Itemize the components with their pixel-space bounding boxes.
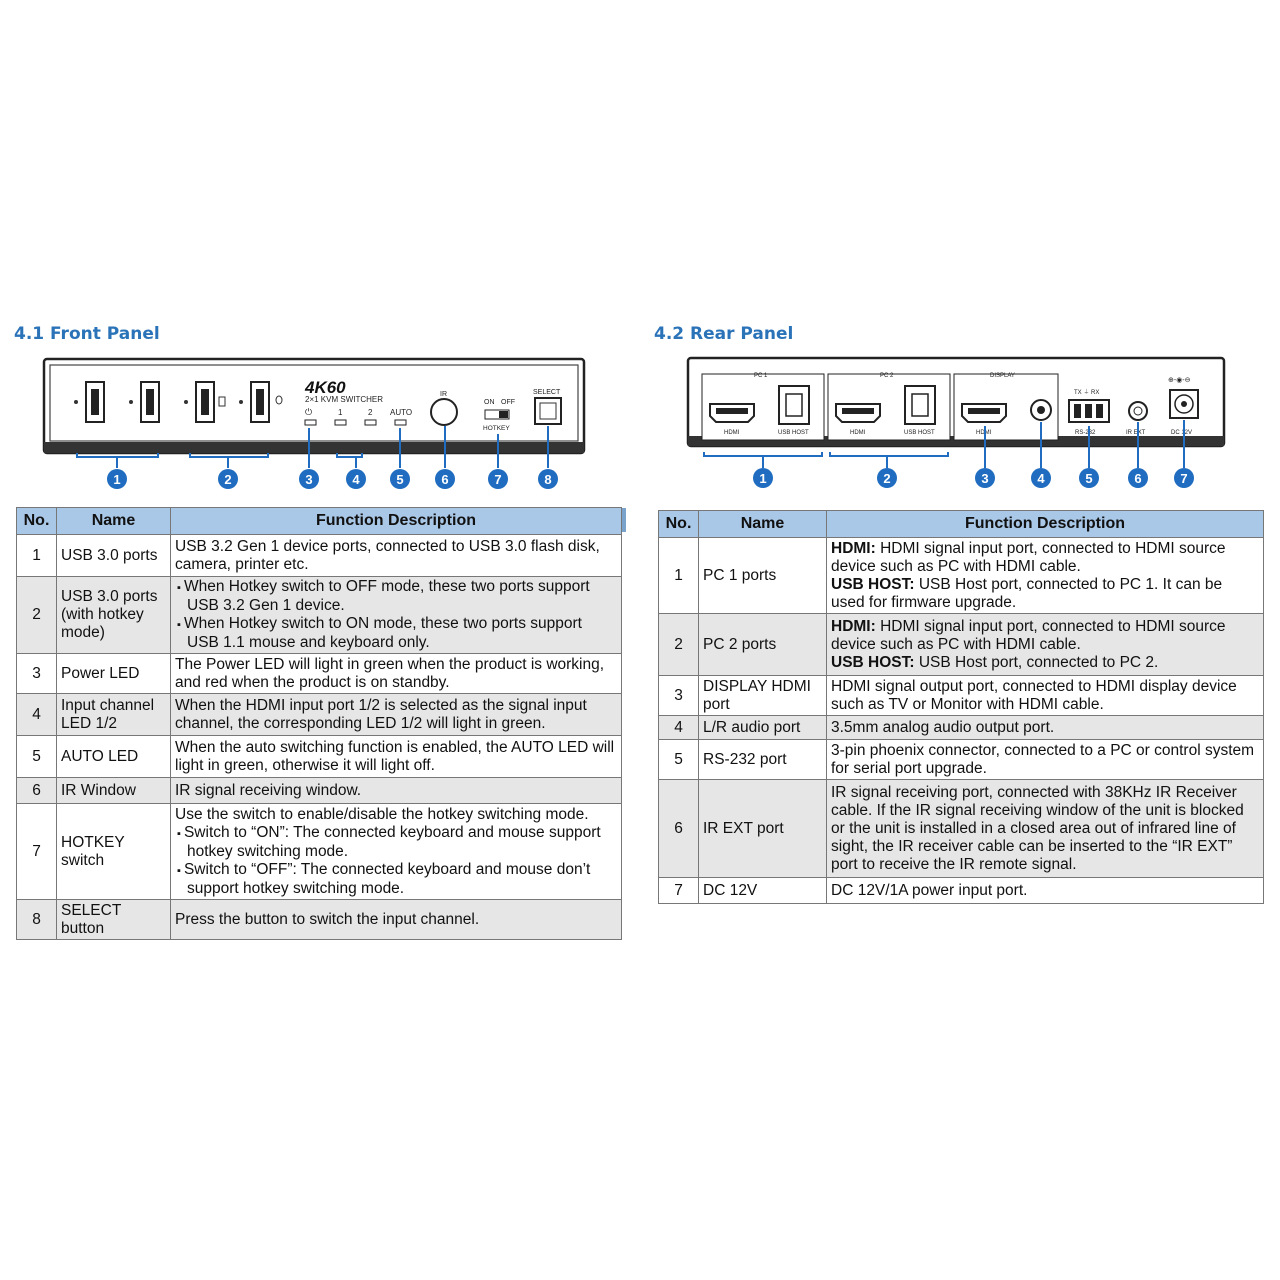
auto-led bbox=[395, 420, 406, 425]
header-no: No. bbox=[659, 511, 699, 538]
header-name: Name bbox=[57, 508, 171, 535]
row-name: IR EXT port bbox=[699, 780, 827, 878]
svg-text:2: 2 bbox=[224, 472, 232, 487]
usb-port-4 bbox=[251, 382, 269, 422]
row-number: 1 bbox=[17, 535, 57, 577]
row-number: 4 bbox=[659, 716, 699, 740]
pc1-usb-host-port bbox=[779, 386, 809, 424]
pc1-hdmi-port bbox=[710, 404, 754, 422]
svg-text:7: 7 bbox=[1180, 471, 1188, 486]
table-row bbox=[17, 577, 622, 654]
header-description: Function Description bbox=[827, 511, 1264, 538]
row-name: USB 3.0 ports (with hotkey mode) bbox=[57, 577, 171, 654]
table-row bbox=[659, 780, 1264, 878]
row-name: AUTO LED bbox=[57, 736, 171, 778]
pc1-hdmi-label: HDMI bbox=[724, 430, 740, 436]
bullet-text: When Hotkey switch to ON mode, these two ports support USB 1.1 mouse and keyboard only. bbox=[183, 615, 582, 651]
row-description bbox=[827, 740, 1264, 780]
svg-text:4: 4 bbox=[1037, 471, 1045, 486]
ir-label: IR bbox=[440, 391, 447, 398]
description-intro: Use the switch to enable/disable the hotkey switching mode. bbox=[175, 805, 589, 823]
row-name: L/R audio port bbox=[699, 716, 827, 740]
display-hdmi-label: HDMI bbox=[976, 430, 992, 436]
row-name: HOTKEY switch bbox=[57, 804, 171, 900]
table-row bbox=[17, 736, 622, 778]
audio-port bbox=[1031, 400, 1051, 420]
table-row bbox=[659, 878, 1264, 904]
row-number: 6 bbox=[17, 778, 57, 804]
description-text: 3.5mm analog audio output port. bbox=[831, 718, 1055, 736]
pc1-usb-label: USB HOST bbox=[778, 430, 809, 436]
table-row bbox=[17, 900, 622, 940]
row-number: 2 bbox=[17, 577, 57, 654]
bullet-icon: ▪ bbox=[177, 619, 184, 631]
table-row bbox=[17, 694, 622, 736]
description-text: HDMI signal output port, connected to HDMI display device such as TV or Monitor with HDMI cable. bbox=[831, 677, 1237, 713]
description-part bbox=[831, 618, 1259, 654]
description-text: IR signal receiving port, connected with 38KHz IR Receiver cable. If the IR signal receiving window of the unit is blocked or the unit is installed in a closed area out of infrared line of sight, the IR receiver cable can be inserted to the “IR EXT” port to receive the IR remote signal. bbox=[831, 783, 1244, 873]
tx-rx-label: TX ⏚ RX bbox=[1074, 390, 1100, 396]
bullet-text: Switch to “OFF”: The connected keyboard and mouse don’t support hotkey switching mode. bbox=[183, 860, 591, 897]
row-number: 5 bbox=[659, 740, 699, 780]
front-panel-title: 4.1 Front Panel bbox=[14, 324, 160, 344]
pc2-hdmi-port bbox=[836, 404, 880, 422]
row-name: PC 1 ports bbox=[699, 538, 827, 614]
header-description: Function Description bbox=[171, 508, 622, 535]
description-bullet bbox=[175, 578, 617, 615]
row-number: 7 bbox=[659, 878, 699, 904]
part-text: USB Host port, connected to PC 1. It can be used for firmware upgrade. bbox=[831, 575, 1223, 611]
table-header-row bbox=[17, 508, 622, 535]
row-number: 7 bbox=[17, 804, 57, 900]
description-text: DC 12V/1A power input port. bbox=[831, 881, 1028, 899]
table-row bbox=[659, 676, 1264, 716]
on-label: ON bbox=[484, 399, 495, 406]
svg-text:5: 5 bbox=[396, 472, 404, 487]
row-description bbox=[827, 614, 1264, 676]
row-description bbox=[827, 716, 1264, 740]
row-number: 4 bbox=[17, 694, 57, 736]
row-number: 3 bbox=[17, 654, 57, 694]
power-led bbox=[305, 420, 316, 425]
svg-text:3: 3 bbox=[981, 471, 989, 486]
table-row bbox=[659, 538, 1264, 614]
row-description bbox=[827, 780, 1264, 878]
rear-panel-title: 4.2 Rear Panel bbox=[654, 324, 794, 344]
description-text: USB 3.2 Gen 1 device ports, connected to USB 3.0 flash disk, camera, printer etc. bbox=[175, 537, 600, 573]
bullet-icon: ▪ bbox=[177, 582, 184, 594]
header-no: No. bbox=[17, 508, 57, 535]
table-row bbox=[17, 535, 622, 577]
row-name: RS-232 port bbox=[699, 740, 827, 780]
dc12v-label: DC 12V bbox=[1171, 430, 1193, 436]
led1-label: 1 bbox=[338, 408, 343, 417]
led-1 bbox=[335, 420, 346, 425]
power-icon: ⏻ bbox=[305, 407, 313, 417]
part-key: USB HOST: bbox=[831, 575, 915, 593]
row-number: 2 bbox=[659, 614, 699, 676]
pc2-label: PC 2 bbox=[880, 373, 894, 379]
description-text: IR signal receiving window. bbox=[175, 781, 362, 799]
svg-text:7: 7 bbox=[494, 472, 502, 487]
rear-panel-table bbox=[658, 510, 1264, 904]
hotkey-label: HOTKEY bbox=[483, 425, 510, 432]
row-name: USB 3.0 ports bbox=[57, 535, 171, 577]
table-row bbox=[17, 654, 622, 694]
led-2 bbox=[365, 420, 376, 425]
rs232-label: RS-232 bbox=[1075, 430, 1096, 436]
table-row bbox=[659, 614, 1264, 676]
row-name: SELECT button bbox=[57, 900, 171, 940]
row-description bbox=[827, 676, 1264, 716]
table-header-row bbox=[659, 511, 1264, 538]
polarity-icon: ⊕-◉-⊖ bbox=[1168, 377, 1191, 384]
row-number: 6 bbox=[659, 780, 699, 878]
off-label: OFF bbox=[501, 399, 515, 406]
display-label: DISPLAY bbox=[990, 373, 1015, 379]
led2-label: 2 bbox=[368, 408, 373, 417]
table-row bbox=[659, 716, 1264, 740]
svg-text:2: 2 bbox=[883, 471, 891, 486]
row-description bbox=[171, 577, 622, 654]
description-text: When the HDMI input port 1/2 is selected as the signal input channel, the corresponding LED 1/2 will light in green. bbox=[175, 696, 587, 732]
row-number: 3 bbox=[659, 676, 699, 716]
row-name: DC 12V bbox=[699, 878, 827, 904]
bullet-icon: ▪ bbox=[177, 864, 184, 877]
part-text: HDMI signal input port, connected to HDMI source device such as PC with HDMI cable. bbox=[831, 539, 1226, 575]
svg-text:6: 6 bbox=[441, 472, 449, 487]
dc-power-port bbox=[1170, 390, 1198, 418]
row-name: Power LED bbox=[57, 654, 171, 694]
ir-window bbox=[431, 399, 457, 425]
row-name: IR Window bbox=[57, 778, 171, 804]
part-text: HDMI signal input port, connected to HDMI source device such as PC with HDMI cable. bbox=[831, 617, 1226, 653]
usb-port-1 bbox=[86, 382, 104, 422]
header-name: Name bbox=[699, 511, 827, 538]
svg-text:5: 5 bbox=[1085, 471, 1093, 486]
row-description bbox=[827, 878, 1264, 904]
svg-text:1: 1 bbox=[113, 472, 121, 487]
part-text: USB Host port, connected to PC 2. bbox=[914, 653, 1159, 671]
svg-text:1: 1 bbox=[759, 471, 767, 486]
bullet-text: Switch to “ON”: The connected keyboard and mouse support hotkey switching mode. bbox=[183, 823, 601, 860]
pc2-usb-label: USB HOST bbox=[904, 430, 935, 436]
usb-port-3 bbox=[196, 382, 214, 422]
usb-port-2 bbox=[141, 382, 159, 422]
bullet-icon: ▪ bbox=[177, 827, 184, 840]
description-text: The Power LED will light in green when the product is working, and red when the product is on standby. bbox=[175, 655, 605, 691]
description-bullet bbox=[175, 615, 617, 652]
table-row bbox=[17, 778, 622, 804]
svg-text:3: 3 bbox=[305, 472, 313, 487]
description-text: When the auto switching function is enabled, the AUTO LED will light in green, otherwise it will light off. bbox=[175, 738, 615, 774]
table-row bbox=[17, 804, 622, 900]
description-part bbox=[831, 576, 1259, 612]
ir-ext-port bbox=[1129, 402, 1147, 420]
brand-label: 4K60 bbox=[305, 378, 346, 397]
description-part bbox=[831, 654, 1259, 672]
pc2-hdmi-label: HDMI bbox=[850, 430, 866, 436]
table-row bbox=[659, 740, 1264, 780]
rs232-port bbox=[1069, 400, 1109, 422]
display-hdmi-port bbox=[962, 404, 1006, 422]
model-label: 2×1 KVM SWITCHER bbox=[305, 395, 384, 404]
front-panel-diagram bbox=[40, 356, 600, 496]
row-description bbox=[171, 778, 622, 804]
row-description bbox=[171, 736, 622, 778]
row-number: 1 bbox=[659, 538, 699, 614]
rear-panel-diagram bbox=[684, 356, 1234, 496]
row-number: 5 bbox=[17, 736, 57, 778]
row-description bbox=[171, 900, 622, 940]
pc2-usb-host-port bbox=[905, 386, 935, 424]
front-panel-table bbox=[16, 507, 622, 940]
row-name: PC 2 ports bbox=[699, 614, 827, 676]
description-bullet bbox=[175, 824, 617, 861]
description-text: 3-pin phoenix connector, connected to a PC or control system for serial port upgrade. bbox=[831, 741, 1255, 777]
row-description bbox=[171, 694, 622, 736]
svg-text:8: 8 bbox=[544, 472, 552, 487]
pc1-label: PC 1 bbox=[754, 373, 768, 379]
row-description bbox=[171, 535, 622, 577]
ir-ext-label: IR EXT bbox=[1126, 430, 1146, 436]
auto-label: AUTO bbox=[390, 408, 413, 417]
part-key: USB HOST: bbox=[831, 653, 915, 671]
part-key: HDMI: bbox=[831, 539, 876, 557]
row-name: Input channel LED 1/2 bbox=[57, 694, 171, 736]
select-label: SELECT bbox=[533, 389, 561, 396]
description-part bbox=[831, 540, 1259, 576]
row-description bbox=[171, 804, 622, 900]
description-text: Press the button to switch the input channel. bbox=[175, 910, 480, 928]
row-name: DISPLAY HDMI port bbox=[699, 676, 827, 716]
row-description bbox=[827, 538, 1264, 614]
row-number: 8 bbox=[17, 900, 57, 940]
row-description bbox=[171, 654, 622, 694]
bullet-text: When Hotkey switch to OFF mode, these two ports support USB 3.2 Gen 1 device. bbox=[183, 578, 590, 614]
description-bullet bbox=[175, 861, 617, 898]
part-key: HDMI: bbox=[831, 617, 876, 635]
svg-text:6: 6 bbox=[1134, 471, 1142, 486]
svg-text:4: 4 bbox=[352, 472, 360, 487]
